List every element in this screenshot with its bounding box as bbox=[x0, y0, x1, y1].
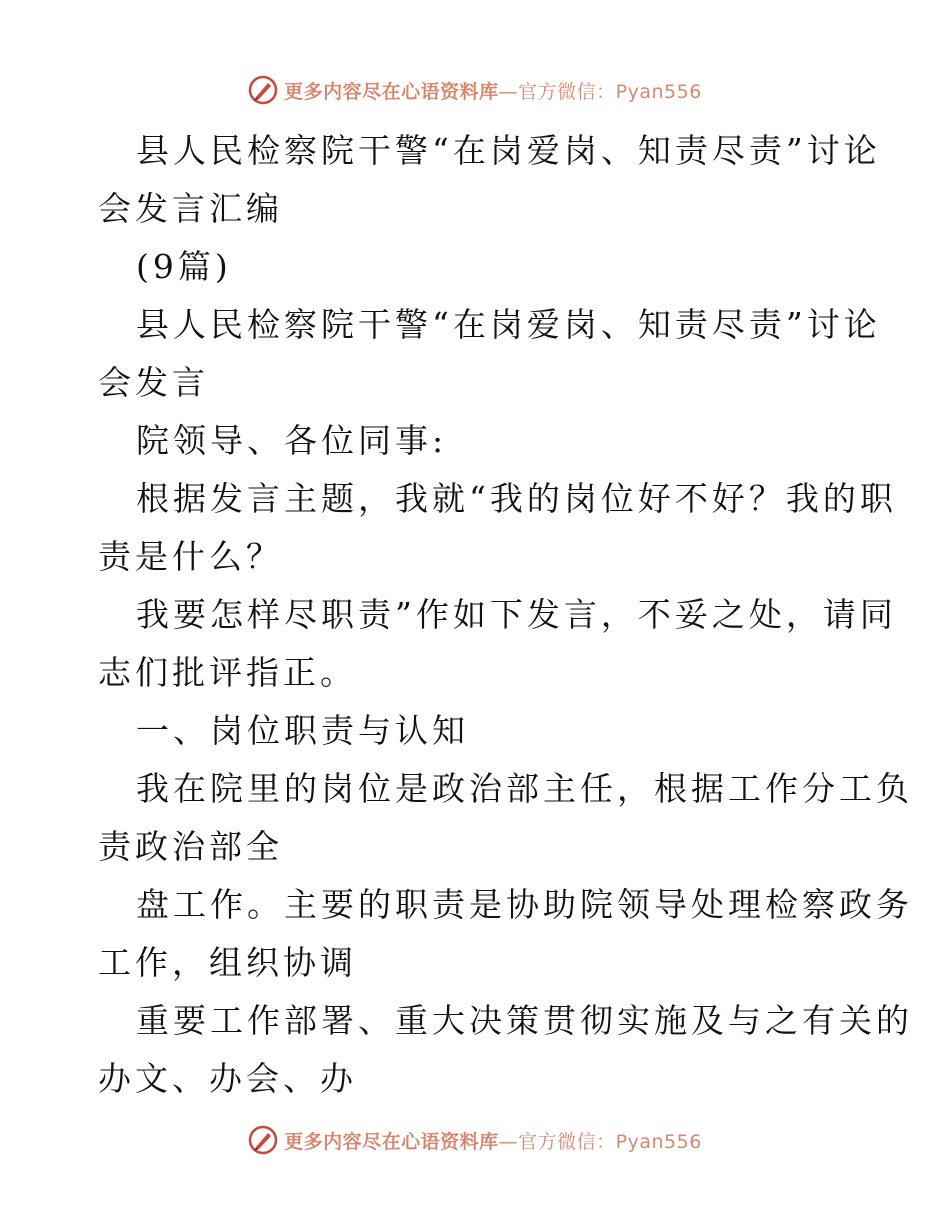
paragraph-line: 重要工作部署、重大决策贯彻实施及与之有关的 bbox=[136, 1001, 913, 1040]
section-title-line-2: 会发言 bbox=[98, 363, 209, 402]
footer-banner bbox=[0, 1120, 950, 1160]
paragraph-line: 志们批评指正。 bbox=[98, 653, 357, 692]
paragraph-line: 责政治部全 bbox=[98, 827, 283, 866]
paragraph-line: 责是什么？ bbox=[98, 537, 283, 576]
banner-brand-text: 更多内容尽在心语资料库 bbox=[284, 80, 499, 103]
title-line-1: 县人民检察院干警“在岗爱岗、知责尽责”讨论 bbox=[136, 131, 881, 170]
section-title-line-1: 县人民检察院干警“在岗爱岗、知责尽责”讨论 bbox=[136, 305, 881, 344]
salutation: 院领导、各位同事: bbox=[136, 421, 448, 460]
title-count: (9篇) bbox=[136, 247, 232, 286]
document-body bbox=[98, 122, 913, 1108]
banner-wechat-text: —官方微信：Pyan556 bbox=[498, 80, 702, 103]
title-line-2: 会发言汇编 bbox=[98, 189, 283, 228]
pen-logo-icon bbox=[248, 1125, 278, 1155]
pen-logo-icon bbox=[248, 75, 278, 105]
paragraph-line: 办文、办会、办 bbox=[98, 1059, 357, 1098]
paragraph-line: 工作，组织协调 bbox=[98, 943, 357, 982]
banner-brand-text: 更多内容尽在心语资料库 bbox=[284, 1130, 499, 1153]
heading-responsibilities: 一、岗位职责与认知 bbox=[136, 711, 469, 750]
paragraph-line: 我要怎样尽职责”作如下发言，不妥之处，请同 bbox=[136, 595, 897, 634]
paragraph-line: 根据发言主题，我就“我的岗位好不好？我的职 bbox=[136, 479, 897, 518]
banner-wechat-text: —官方微信：Pyan556 bbox=[498, 1130, 702, 1153]
paragraph-line: 盘工作。主要的职责是协助院领导处理检察政务 bbox=[136, 885, 913, 924]
header-banner bbox=[0, 70, 950, 110]
paragraph-line: 我在院里的岗位是政治部主任，根据工作分工负 bbox=[136, 769, 913, 808]
